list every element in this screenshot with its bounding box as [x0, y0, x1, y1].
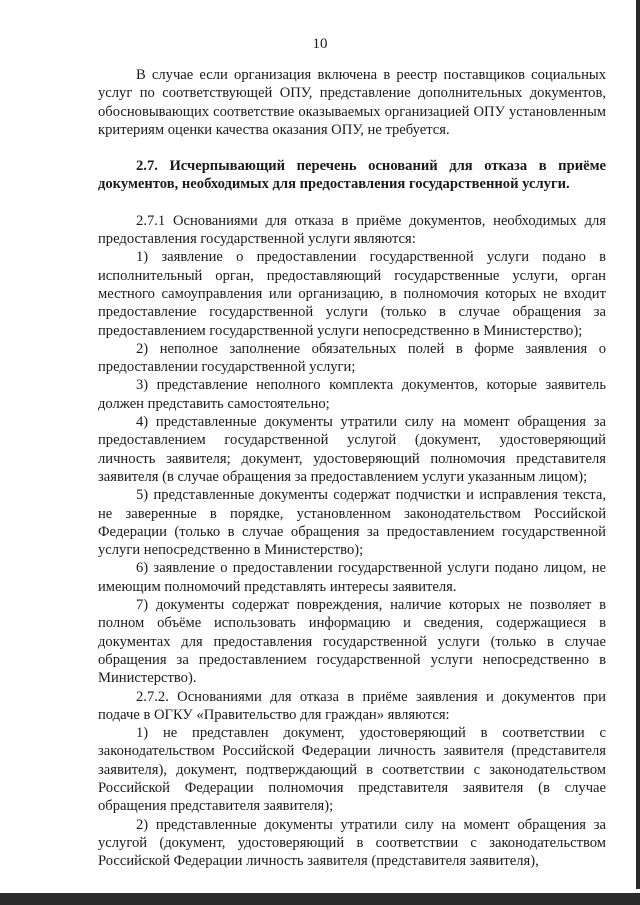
list-item-7: 7) документы содержат повреждения, наличие которых не позволяет в полном объёме использовать информацию и сведения, содержащиеся в документах для предоставления государственной услуги (только в случае обращения за предоставлением государственной услуги непосредственно в Министерство). — [98, 597, 606, 687]
paragraph-2-7-2: 2.7.2. Основаниями для отказа в приёме заявления и документов при подаче в ОГКУ «Правительство для граждан» являются: — [98, 688, 606, 723]
paragraph-registry-note: В случае если организация включена в реестр поставщиков социальных услуг по соответствующей ОПУ, представление дополнительных документов, обосновывающих соответствие оказываемых организацией ОПУ установленным критериям оценки качества оказания ОПУ, не требуется. — [98, 67, 606, 138]
list-item-1: 1) заявление о предоставлении государственной услуги подано в исполнительный орган, предоставляющий государственные услуги, орган местного самоуправления или организацию, в полномочия которых не входит предоставление государственной услуги (только в случае обращения за предоставлением государственной услуги непосредственно в Министерство); — [98, 249, 606, 339]
list-item-2-7-2-1: 1) не представлен документ, удостоверяющий в соответствии с законодательством Российской Федерации личность заявителя (представителя заявителя), документ, подтверждающий в соответствии с законодательством Российской Федерации полномочия представителя заявителя (в случае обращения представителя заявителя); — [98, 725, 606, 815]
list-item-5: 5) представленные документы содержат подчистки и исправления текста, не заверенные в порядке, установленном законодательством Российской Федерации (только в случае обращения за предоставлением государственной услуги непосредственно в Министерство); — [98, 487, 606, 559]
section-heading-2-7: 2.7. Исчерпывающий перечень оснований для отказа в приёме документов, необходимых для предоставления государственной услуги. — [98, 158, 606, 193]
scan-edge-bottom — [0, 893, 640, 905]
list-item-2: 2) неполное заполнение обязательных полей в форме заявления о предоставлении государственной услуги; — [98, 340, 606, 376]
list-item-6: 6) заявление о предоставлении государственной услуги подано лицом, не имеющим полномочий представлять интересы заявителя. — [98, 560, 606, 595]
document-body — [98, 66, 606, 870]
scan-edge-gap — [0, 889, 640, 893]
list-item-4: 4) представленные документы утратили силу на момент обращения за предоставлением государственной услугой (документ, удостоверяющий личность заявителя; документ, удостоверяющий полномочия представителя заявителя (в случае обращения за предоставлением услуги указанным лицом); — [98, 414, 606, 485]
page-number: 10 — [312, 36, 328, 52]
list-item-2-7-2-2: 2) представленные документы утратили силу на момент обращения за услугой (документ, удостоверяющий в соответствии с законодательством Российской Федерации личность заявителя (представителя заявителя), — [98, 816, 606, 870]
scan-edge-right — [636, 0, 640, 905]
list-item-3: 3) представление неполного комплекта документов, которые заявитель должен представить самостоятельно; — [98, 377, 606, 412]
paragraph-2-7-1: 2.7.1 Основаниями для отказа в приёме документов, необходимых для предоставления государственной услуги являются: — [98, 212, 606, 248]
